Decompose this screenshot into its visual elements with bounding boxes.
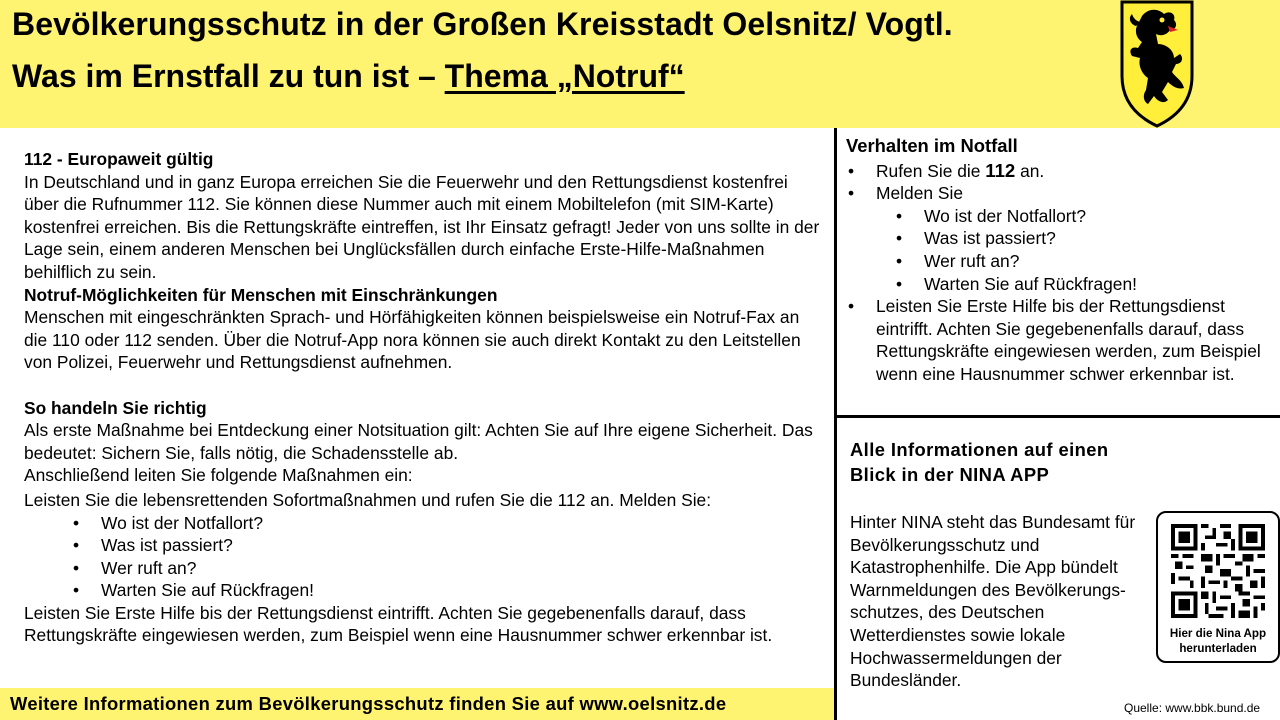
paragraph-massnahmen: Anschließend leiten Sie folgende Maßnahmen ein: (24, 465, 413, 486)
section-body-einschraenkungen: Menschen mit eingeschränkten Sprach- und Hörfähigkeiten können beispielsweise ein Notruf-Fax an die 110 oder 112 senden. Über die Notruf-App nora können sie auch direkt Kontakt zu den Leitstellen von Polizei, Feuerwehr und Rettungsdienst aufnehmen. (24, 307, 801, 373)
emergency-number: 112 (985, 159, 1016, 181)
page-title: Bevölkerungsschutz in der Großen Kreisstadt Oelsnitz/ Vogtl. (12, 6, 953, 42)
sub-list-item: • Wo ist der Notfallort? (924, 205, 1276, 228)
behaviour-list (846, 160, 1276, 386)
header-banner (0, 0, 1280, 128)
sub-list-item: • Warten Sie auf Rückfragen! (924, 273, 1276, 296)
list-item: • Leisten Sie Erste Hilfe bis der Rettungsdienst eintrifft. Achten Sie gegebenenfalls darauf, dass Rettungskräfte eingewiesen werden, zum Beispiel wenn eine Hausnummer schwer erkennbar ist. (876, 295, 1276, 385)
emergency-behaviour-box (846, 135, 1276, 386)
paragraph-sicherheit: Als erste Maßnahme bei Entdeckung einer Notsituation gilt: Achten Sie auf Ihre eigene Sicherheit. Das bedeutet: Sichern Sie, falls nötig, die Schadensstelle ab. (24, 420, 813, 463)
subtitle-prefix: Was im Ernstfall zu tun ist – (12, 58, 445, 94)
section-divider (836, 415, 1280, 418)
section-body-112: In Deutschland und in ganz Europa erreichen Sie die Feuerwehr und den Rettungsdienst kostenfrei über die Rufnummer 112. Sie können diese Nummer auch mit einem Mobiltelefon (mit SIM-Karte) kostenfrei erreichen. Bis die Rettungskräfte eintreffen, ist Ihr Einsatz gefragt! Jeder von uns sollte in der Lage sein, einem anderen Menschen bei Unglücksfällen durch einfache Erste-Hilfe-Maßnahmen behilflich zu sein. (24, 171, 820, 282)
list-item: • Melden Sie • Wo ist der Notfallort? • Was ist passiert? • Wer ruft an? • Warten Sie auf Rückfragen! (876, 182, 1276, 295)
sub-list-item: • Was ist passiert? (924, 227, 1276, 250)
sub-list (876, 205, 1276, 295)
spacer (24, 374, 824, 397)
column-divider (834, 128, 837, 720)
footer-banner (0, 688, 834, 720)
paragraph-melden: Leisten Sie die lebensrettenden Sofortmaßnahmen und rufen Sie die 112 an. Melden Sie: (24, 489, 712, 510)
section-heading-112: 112 - Europaweit gültig (24, 149, 214, 169)
nina-description: Hinter NINA steht das Bundesamt für Bevölkerungsschutz und Katastrophenhilfe. Die App bündelt Warnmeldungen des Bevölkerungs-schutzes, des Deutschen Wetterdienstes sowie lokale Hochwassermeldungen der Bundesländer. (850, 512, 1136, 691)
section-heading-einschraenkungen: Notruf-Möglichkeiten für Menschen mit Einschränkungen (24, 284, 498, 305)
list-item: • Was ist passiert? (101, 534, 824, 557)
report-checklist (24, 512, 824, 602)
main-text-column (24, 148, 824, 647)
footer-text: Weitere Informationen zum Bevölkerungsschutz finden Sie auf www.oelsnitz.de (10, 693, 727, 714)
page-subtitle (12, 58, 685, 95)
box-heading: Verhalten im Notfall (846, 135, 1018, 156)
qr-code-icon[interactable] (1171, 524, 1265, 618)
subtitle-topic: Thema „Notruf“ (444, 58, 685, 94)
nina-heading: Alle Informationen auf einen Blick in der NINA APP (850, 439, 1109, 485)
qr-download-box[interactable] (1156, 511, 1280, 663)
list-item: • Rufen Sie die 112 an. (876, 160, 1276, 183)
section-heading-handeln: So handeln Sie richtig (24, 397, 207, 418)
list-item: • Warten Sie auf Rückfragen! (101, 579, 824, 602)
sub-list-item: • Wer ruft an? (924, 250, 1276, 273)
qr-caption: Hier die Nina App herunterladen (1169, 627, 1267, 655)
paragraph-erste-hilfe: Leisten Sie Erste Hilfe bis der Rettungsdienst eintrifft. Achten Sie gegebenenfalls darauf, dass Rettungskräfte eingewiesen werden, zum Beispiel wenn eine Hausnummer schwer erkennbar ist. (24, 602, 773, 646)
list-item: • Wer ruft an? (101, 557, 824, 580)
source-note: Quelle: www.bbk.bund.de (1124, 701, 1261, 715)
coat-of-arms-lion-icon (1118, 0, 1196, 128)
list-item: • Wo ist der Notfallort? (101, 512, 824, 535)
